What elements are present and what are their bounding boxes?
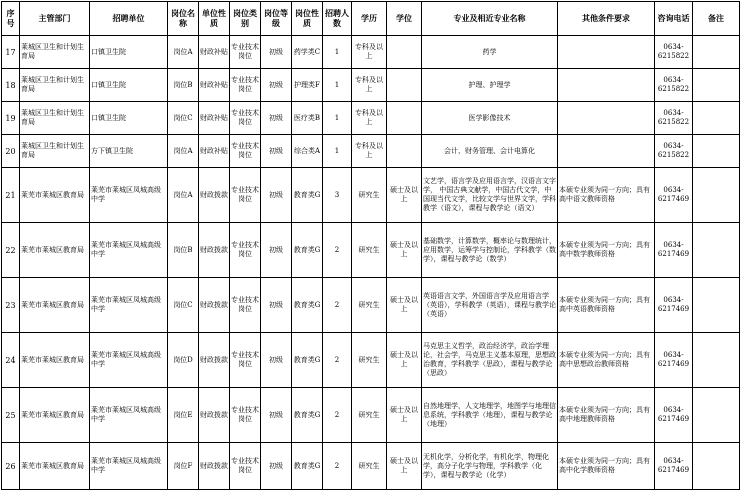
cell-dept: 莱城区卫生和计划生育局 [20,135,90,168]
cell-category: 专业技术岗位 [230,388,261,443]
cell-other [558,69,655,102]
col-degree-header: 学位 [387,2,422,36]
cell-phone: 0634-6217469 [655,443,693,490]
cell-post: 岗位A [168,36,199,69]
cell-dept: 莱芜市莱城区教育局 [20,223,90,278]
cell-major: 医学影像技术 [422,102,558,135]
cell-no: 19 [2,102,20,135]
cell-edu: 专科及以上 [352,69,387,102]
cell-nature: 财政拨款 [199,388,230,443]
cell-level: 初级 [261,278,292,333]
cell-no: 18 [2,69,20,102]
cell-no: 21 [2,168,20,223]
col-phone-header: 咨询电话 [655,2,693,36]
cell-edu: 研究生 [352,168,387,223]
cell-other: 本硕专业须为同一方向；具有高中数学教师资格 [558,223,655,278]
cell-major: 护理、护理学 [422,69,558,102]
cell-major: 基础数学，计算数学，概率论与数理统计，应用数学，运筹学与控制论，学科教学（数学），课程与教学论（数学） [422,223,558,278]
cell-ptype: 护理类F [292,69,323,102]
cell-count: 1 [323,102,352,135]
cell-dept: 莱芜市莱城区教育局 [20,333,90,388]
cell-degree: 硕士及以上 [387,443,422,490]
cell-count: 2 [323,388,352,443]
table-row [2,388,740,443]
cell-level: 初级 [261,388,292,443]
cell-other [558,102,655,135]
cell-unit: 口镇卫生院 [90,36,168,69]
cell-major: 药学 [422,36,558,69]
cell-post: 岗位A [168,135,199,168]
cell-edu: 研究生 [352,388,387,443]
cell-nature: 财政补贴 [199,102,230,135]
cell-ptype: 药学类C [292,36,323,69]
cell-other [558,135,655,168]
cell-count: 3 [323,168,352,223]
cell-count: 2 [323,443,352,490]
cell-major: 自然地理学，人文地理学，地图学与地理信息系统，学科教学（地理），课程与教学论（地理） [422,388,558,443]
col-category-header: 岗位类别 [230,2,261,36]
cell-note [693,278,740,333]
cell-degree [387,135,422,168]
col-level-header: 岗位等级 [261,2,292,36]
cell-degree [387,69,422,102]
cell-major: 英语语言文学，外国语言学及应用语言学（英语），学科教学（英语），课程与教学论（英语） [422,278,558,333]
cell-category: 专业技术岗位 [230,168,261,223]
cell-count: 1 [323,69,352,102]
cell-note [693,443,740,490]
cell-nature: 财政补贴 [199,36,230,69]
cell-phone: 0634-6217469 [655,278,693,333]
cell-ptype: 教育类G [292,443,323,490]
cell-major: 无机化学，分析化学，有机化学，物理化学，高分子化学与物理，学科教学（化学），课程与教学论（化学） [422,443,558,490]
cell-post: 岗位F [168,443,199,490]
cell-no: 22 [2,223,20,278]
cell-unit: 方下镇卫生院 [90,135,168,168]
cell-post: 岗位B [168,223,199,278]
cell-count: 2 [323,223,352,278]
table-row [2,278,740,333]
cell-ptype: 医疗类B [292,102,323,135]
table-body [2,36,740,490]
col-note-header: 备注 [693,2,740,36]
col-nature-header: 单位性质 [199,2,230,36]
cell-category: 专业技术岗位 [230,69,261,102]
cell-no: 26 [2,443,20,490]
cell-major: 马克思主义哲学，政治经济学，政治学理论，社会学，马克思主义基本原理，思想政治教育，学科教学（思政），课程与教学论（思政） [422,333,558,388]
cell-other: 本硕专业须为同一方向；具有高中地理教师资格 [558,388,655,443]
cell-other: 本硕专业须为同一方向；具有高中语文教师资格 [558,168,655,223]
cell-edu: 专科及以上 [352,135,387,168]
cell-ptype: 教育类G [292,168,323,223]
cell-unit: 莱芜市莱城区凤城高级中学 [90,333,168,388]
table-row [2,69,740,102]
cell-phone: 0634-6215822 [655,135,693,168]
col-no-header: 序号 [2,2,20,36]
cell-phone: 0634-6217469 [655,168,693,223]
cell-other: 本硕专业须为同一方向；具有高中英语教师资格 [558,278,655,333]
cell-post: 岗位E [168,388,199,443]
table-header [2,2,740,36]
cell-note [693,168,740,223]
cell-degree: 硕士及以上 [387,333,422,388]
table-row [2,223,740,278]
cell-dept: 莱芜市莱城区教育局 [20,388,90,443]
cell-degree [387,102,422,135]
cell-nature: 财政拨款 [199,278,230,333]
cell-ptype: 教育类G [292,333,323,388]
cell-degree [387,36,422,69]
cell-ptype: 教育类G [292,278,323,333]
cell-phone: 0634-6215822 [655,69,693,102]
cell-dept: 莱芜市莱城区教育局 [20,278,90,333]
cell-level: 初级 [261,443,292,490]
cell-dept: 莱城区卫生和计划生育局 [20,69,90,102]
cell-other: 本硕专业须为同一方向；具有高中化学教师资格 [558,443,655,490]
cell-phone: 0634-6217469 [655,333,693,388]
cell-count: 2 [323,333,352,388]
cell-post: 岗位C [168,278,199,333]
table-row [2,135,740,168]
cell-category: 专业技术岗位 [230,135,261,168]
cell-unit: 莱芜市莱城区凤城高级中学 [90,168,168,223]
col-count-header: 招聘人数 [323,2,352,36]
table-row [2,102,740,135]
cell-unit: 口镇卫生院 [90,102,168,135]
cell-note [693,69,740,102]
cell-post: 岗位C [168,102,199,135]
cell-note [693,388,740,443]
col-edu-header: 学历 [352,2,387,36]
cell-level: 初级 [261,36,292,69]
cell-category: 专业技术岗位 [230,278,261,333]
cell-post: 岗位D [168,333,199,388]
cell-dept: 莱芜市莱城区教育局 [20,443,90,490]
cell-ptype: 综合类A [292,135,323,168]
col-dept-header: 主管部门 [20,2,90,36]
cell-no: 20 [2,135,20,168]
cell-category: 专业技术岗位 [230,333,261,388]
col-major-header: 专业及相近专业名称 [422,2,558,36]
col-other-header: 其他条件要求 [558,2,655,36]
col-unit-header: 招聘单位 [90,2,168,36]
cell-ptype: 教育类G [292,388,323,443]
cell-other [558,36,655,69]
cell-nature: 财政拨款 [199,223,230,278]
cell-degree: 硕士及以上 [387,168,422,223]
cell-unit: 莱芜市莱城区凤城高级中学 [90,223,168,278]
cell-unit: 莱芜市莱城区凤城高级中学 [90,443,168,490]
cell-nature: 财政补贴 [199,135,230,168]
cell-no: 17 [2,36,20,69]
cell-other: 本硕专业须为同一方向；具有高中思想政治教师资格 [558,333,655,388]
cell-note [693,36,740,69]
cell-unit: 莱芜市莱城区凤城高级中学 [90,278,168,333]
cell-nature: 财政拨款 [199,168,230,223]
cell-post: 岗位A [168,168,199,223]
header-row [2,2,740,36]
cell-nature: 财政拨款 [199,443,230,490]
cell-no: 23 [2,278,20,333]
cell-major: 文艺学，语言学及应用语言学，汉语言文字学， 中国古典文献学，中国古代文学，中国现当代文学，比较文学与世界文学，学科教学（语文），课程与教学论（语文） [422,168,558,223]
cell-degree: 硕士及以上 [387,388,422,443]
cell-ptype: 教育类G [292,223,323,278]
cell-degree: 硕士及以上 [387,278,422,333]
cell-count: 1 [323,36,352,69]
cell-count: 2 [323,278,352,333]
cell-note [693,333,740,388]
cell-category: 专业技术岗位 [230,36,261,69]
cell-nature: 财政拨款 [199,333,230,388]
cell-level: 初级 [261,223,292,278]
cell-edu: 专科及以上 [352,102,387,135]
cell-nature: 财政补贴 [199,69,230,102]
cell-unit: 口镇卫生院 [90,69,168,102]
cell-degree: 硕士及以上 [387,223,422,278]
cell-edu: 研究生 [352,333,387,388]
cell-level: 初级 [261,168,292,223]
col-post-header: 岗位名称 [168,2,199,36]
table-row [2,443,740,490]
cell-phone: 0634-6217469 [655,223,693,278]
cell-dept: 莱城区卫生和计划生育局 [20,102,90,135]
recruitment-table [1,1,740,490]
table-row [2,168,740,223]
cell-level: 初级 [261,69,292,102]
cell-dept: 莱城区卫生和计划生育局 [20,36,90,69]
cell-level: 初级 [261,102,292,135]
cell-phone: 0634-6215822 [655,102,693,135]
cell-major: 会计、财务管理、会计电算化 [422,135,558,168]
cell-note [693,135,740,168]
cell-no: 24 [2,333,20,388]
cell-phone: 0634-6215822 [655,36,693,69]
cell-category: 专业技术岗位 [230,102,261,135]
cell-edu: 研究生 [352,223,387,278]
cell-edu: 研究生 [352,443,387,490]
cell-post: 岗位B [168,69,199,102]
cell-category: 专业技术岗位 [230,443,261,490]
cell-phone: 0634-6217469 [655,388,693,443]
cell-edu: 研究生 [352,278,387,333]
table-row [2,333,740,388]
cell-unit: 莱芜市莱城区凤城高级中学 [90,388,168,443]
cell-note [693,223,740,278]
cell-category: 专业技术岗位 [230,223,261,278]
table-row [2,36,740,69]
cell-level: 初级 [261,135,292,168]
cell-dept: 莱芜市莱城区教育局 [20,168,90,223]
cell-no: 25 [2,388,20,443]
cell-note [693,102,740,135]
cell-edu: 专科及以上 [352,36,387,69]
col-ptype-header: 岗位性质 [292,2,323,36]
cell-count: 1 [323,135,352,168]
cell-level: 初级 [261,333,292,388]
